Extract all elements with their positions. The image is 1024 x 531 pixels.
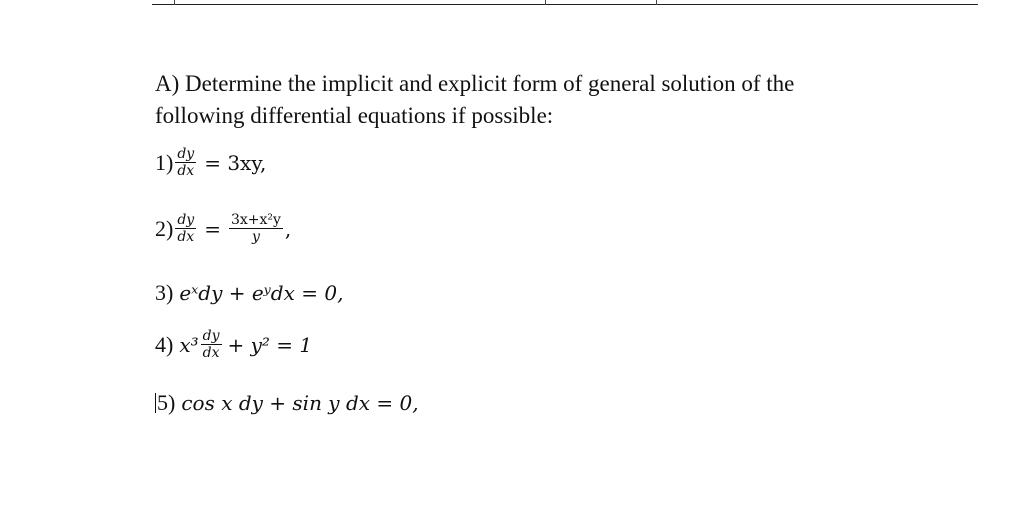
- equation-number: 3): [155, 280, 174, 305]
- fraction-denominator: dx: [202, 345, 220, 361]
- equation-rhs: + y² = 1: [227, 332, 313, 357]
- equation-4: [155, 328, 312, 361]
- equation-3: [155, 280, 343, 306]
- trailing-comma: ,: [284, 216, 292, 241]
- text-cursor: [155, 393, 156, 413]
- rhs-fraction: [229, 212, 283, 245]
- derivative-fraction: [175, 146, 196, 179]
- fraction-numerator: 3x+x²y: [230, 212, 281, 228]
- equation-rhs: = 3xy,: [204, 150, 267, 175]
- equation-1: [155, 146, 266, 179]
- equation-number: 5): [157, 390, 176, 415]
- top-tick-mark: [174, 0, 175, 5]
- equation-text: cos x dy + sin y dx = 0,: [181, 391, 419, 415]
- equation-number: 4): [155, 331, 174, 357]
- fraction-denominator: y: [251, 229, 260, 245]
- derivative-fraction: [201, 328, 222, 361]
- fraction-denominator: dx: [177, 229, 195, 245]
- equation-5: [155, 390, 419, 416]
- heading-line-1: A) Determine the implicit and explicit form of general solution of the: [155, 71, 795, 96]
- equation-2: [155, 212, 291, 245]
- equation-number: 1): [155, 149, 174, 175]
- derivative-fraction: [175, 212, 196, 245]
- question-heading: [155, 68, 915, 132]
- fraction-numerator: dy: [177, 146, 195, 162]
- equation-text: eˣdy + eʸdx = 0,: [179, 281, 344, 305]
- top-tick-mark: [656, 0, 657, 5]
- fraction-numerator: dy: [177, 212, 195, 228]
- equation-lhs: x³: [179, 332, 199, 357]
- equation-number: 2): [155, 215, 174, 241]
- equals-sign: =: [204, 216, 221, 241]
- heading-line-2: following differential equations if possible:: [155, 103, 554, 128]
- top-divider-line: [152, 4, 978, 5]
- fraction-numerator: dy: [202, 328, 220, 344]
- fraction-denominator: dx: [177, 163, 195, 179]
- top-tick-mark: [545, 0, 546, 5]
